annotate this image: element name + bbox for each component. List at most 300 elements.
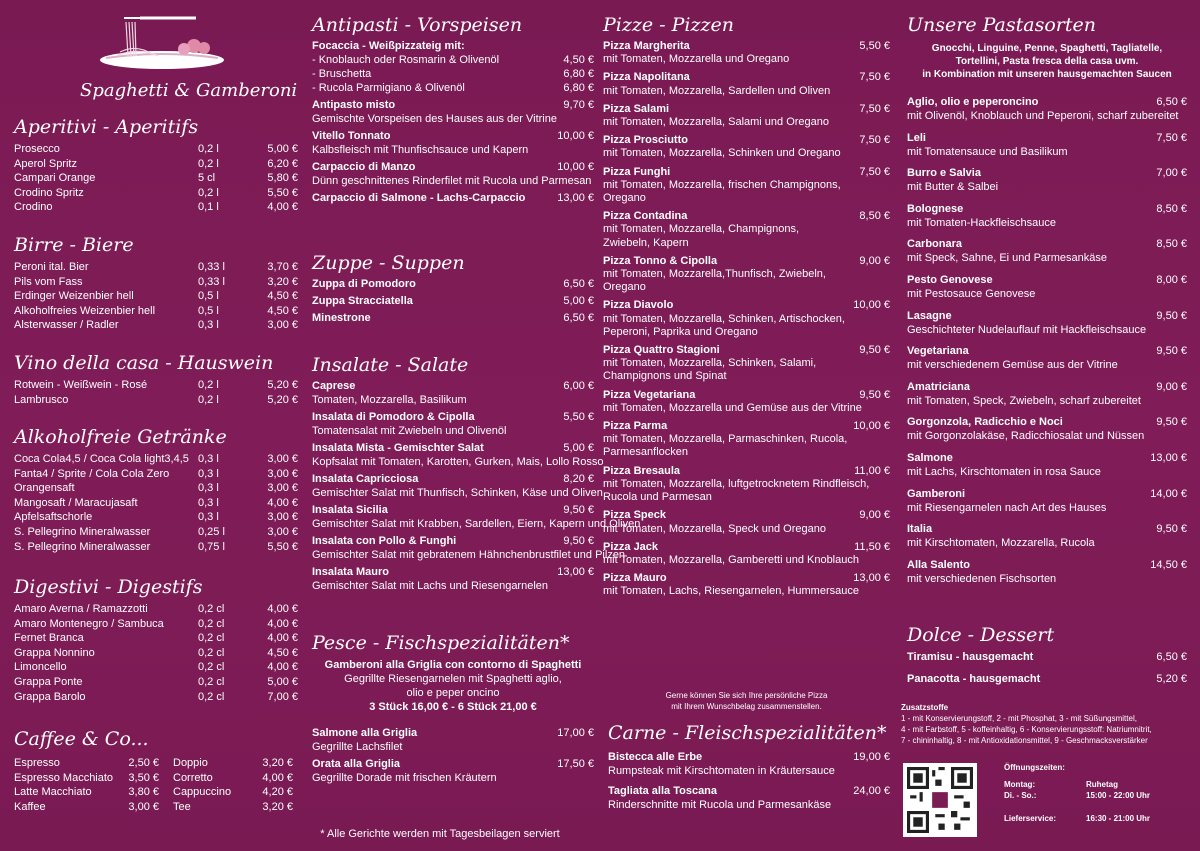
hours-value: 16:30 - 21:00 Uhr <box>1086 814 1151 823</box>
item-title <box>312 503 594 517</box>
menu-row <box>14 452 298 467</box>
item-price <box>534 39 594 53</box>
item-price: 19,00 € <box>853 751 890 763</box>
item-price: 4,00 € <box>267 496 298 509</box>
intro-line: Gnocchi, Linguine, Penne, Spaghetti, Tagliatelle, <box>931 43 1163 54</box>
pasta-intro <box>907 42 1187 81</box>
menu-item <box>603 255 890 295</box>
item-name: Tagliata alla Toscana <box>608 785 718 797</box>
item-price: 3,00 € <box>267 319 298 332</box>
menu-item <box>603 103 890 129</box>
menu-row <box>14 481 298 496</box>
item-title <box>907 415 1187 429</box>
item-name: Limoncello <box>14 661 67 674</box>
menu-item <box>907 451 1187 479</box>
menu-item <box>603 572 890 598</box>
item-description: Rucola und Parmesan <box>603 491 712 504</box>
item-list <box>312 39 594 205</box>
item-name: Alkoholfreies Weizenbier hell <box>14 304 156 317</box>
opening-hours <box>1004 762 1187 824</box>
item-title <box>312 160 594 174</box>
menu-item <box>603 210 890 250</box>
item-price: 5,20 € <box>267 393 298 406</box>
fish-section <box>312 632 594 788</box>
item-description: mit Tomaten, Mozzarella, Schinken, Salami, <box>603 357 817 370</box>
item-size: 0,5 l <box>198 290 219 303</box>
item-name: Lasagne <box>907 309 952 322</box>
item-description: mit Pestosauce Genovese <box>907 287 1036 300</box>
item-name: Grappa Nonnino <box>14 646 95 659</box>
caffe-col <box>173 756 293 814</box>
item-size: 0,2 l <box>198 379 219 391</box>
item-title <box>603 389 890 402</box>
item-price: 6,80 € <box>563 68 594 80</box>
item-price: 9,50 € <box>1156 309 1187 322</box>
item-size: 0,5 l <box>198 304 219 317</box>
menu-row <box>14 378 298 393</box>
item-name: Alsterwasser / Radler <box>14 319 119 332</box>
menu-item <box>312 294 594 308</box>
item-name: Aperol Spritz <box>14 157 77 170</box>
menu-item <box>907 273 1187 301</box>
item-name: Amaro Montenegro / Sambuca <box>14 617 164 630</box>
item-name: Rotwein - Weißwein - Rosé <box>14 379 148 391</box>
item-description: mit verschiedenem Gemüse aus der Vitrine <box>907 359 1118 372</box>
item-description: Oregano <box>603 281 646 294</box>
item-price: 7,50 € <box>859 165 890 178</box>
item-title <box>603 103 890 116</box>
item-price: 5,00 € <box>563 295 594 307</box>
item-title <box>312 726 594 740</box>
item-name: Panacotta - hausgemacht <box>907 673 1041 685</box>
item-price: 5,00 € <box>267 675 298 688</box>
item-price: 13,00 € <box>557 192 594 204</box>
menu-row <box>14 304 298 319</box>
item-price: 3,80 € <box>128 786 159 799</box>
menu-item <box>603 71 890 97</box>
menu-row <box>14 660 298 675</box>
item-size: 0,2 l <box>198 143 219 155</box>
item-size: 0,2 cl <box>198 646 225 659</box>
item-price: 4,00 € <box>267 661 298 674</box>
item-name: Erdinger Weizenbier hell <box>14 290 134 303</box>
item-name: Fernet Branca <box>14 632 84 645</box>
item-title <box>603 255 890 268</box>
item-size: 0,1 l <box>198 201 219 214</box>
item-description: mit Olivenöl, Knoblauch und Peperoni, scharf zubereitet <box>907 110 1179 122</box>
drink-list <box>14 452 298 554</box>
item-description: Tomatensalat mit Zwiebeln und Olivenöl <box>312 425 507 437</box>
menu-row <box>14 318 298 333</box>
item-list <box>907 650 1187 686</box>
menu-row <box>173 756 293 771</box>
item-description: Rinderschnitte mit Rucola und Parmesankäse <box>608 799 832 811</box>
item-price: 3,00 € <box>267 482 298 495</box>
menu-row <box>14 617 298 632</box>
footer-note: * Alle Gerichte werden mit Tagesbeilagen serviert <box>320 828 560 840</box>
item-price: 6,50 € <box>563 278 594 290</box>
item-title <box>907 650 1187 664</box>
menu-item <box>603 134 890 160</box>
item-size: 0,2 cl <box>198 690 225 703</box>
item-name: Corretto <box>173 771 213 784</box>
item-size: 0,2 l <box>198 157 219 170</box>
item-description: mit Tomaten, Mozzarella, frischen Champignons, <box>603 178 841 191</box>
item-description: mit Tomaten, Mozzarella,Thunfisch, Zwiebeln, <box>603 268 826 281</box>
item-price: 13,00 € <box>557 566 594 578</box>
item-name: Zuppa Stracciatella <box>312 295 413 307</box>
item-size: 5 cl <box>198 172 216 185</box>
menu-row <box>14 260 298 275</box>
hours-row <box>1004 813 1187 824</box>
item-name: Pizza Salami <box>603 102 670 115</box>
item-price: 3,20 € <box>267 275 298 288</box>
item-name: Italia <box>907 523 933 536</box>
item-title <box>312 410 594 424</box>
hours-row <box>1004 779 1187 790</box>
item-name: Espresso Macchiato <box>14 771 114 784</box>
item-price: 3,00 € <box>267 511 298 524</box>
item-description: mit Speck, Sahne, Ei und Parmesankäse <box>907 252 1107 265</box>
item-name: Pizza Speck <box>603 509 666 522</box>
item-price: 7,50 € <box>859 102 890 115</box>
menu-row <box>14 771 159 786</box>
feature-description: olio e peper oncino <box>406 687 500 699</box>
item-name: Pizza Bresaula <box>603 464 681 477</box>
item-price: 10,00 € <box>557 130 594 142</box>
item-name: Tiramisu - hausgemacht <box>907 651 1034 663</box>
sub-item <box>312 67 594 81</box>
item-name: Insalata Mauro <box>312 566 390 578</box>
item-name: Pizza Diavolo <box>603 299 674 312</box>
item-title <box>603 134 890 147</box>
item-name: Grappa Barolo <box>14 690 86 703</box>
item-price: 3,70 € <box>267 261 298 273</box>
note-line: Gerne können Sie sich Ihre persönliche Pizza <box>665 691 828 700</box>
item-price: 5,00 € <box>267 143 298 155</box>
menu-item <box>907 237 1187 265</box>
hours-label: Di. - So.: <box>1004 791 1037 800</box>
menu-item <box>907 650 1187 664</box>
item-description: Gemischter Salat mit Thunfisch, Schinken, Käse und Oliven <box>312 487 603 499</box>
menu-item <box>312 757 594 785</box>
pasta-section <box>907 14 1187 593</box>
item-description: Dünn geschnittenes Rinderfilet mit Rucola und Parmesan <box>312 175 592 187</box>
food-section <box>312 252 594 328</box>
drinks-column <box>14 0 298 851</box>
item-price: 13,00 € <box>1150 451 1187 464</box>
item-description: mit Tomaten, Mozzarella, Parmaschinken, Rucola, <box>603 433 848 446</box>
item-description: mit Tomaten, Mozzarella, Sardellen und Oliven <box>603 84 831 97</box>
menu-item <box>312 277 594 291</box>
item-title <box>603 299 890 312</box>
item-title <box>312 277 594 291</box>
menu-row <box>14 540 298 555</box>
item-description: mit Tomaten, Mozzarella, luftgetrocknetem Rindfleisch, <box>603 477 870 490</box>
menu-item <box>907 131 1187 159</box>
drink-list <box>14 260 298 333</box>
additives-line: 4 - mit Farbstoff, 5 - koffeinhaltig, 6 - Konservierungsstoff: Natriumnitrit, <box>901 725 1152 734</box>
menu-item <box>603 509 890 535</box>
item-title <box>312 39 594 53</box>
meat-section <box>608 722 890 818</box>
item-price: 5,20 € <box>267 379 298 391</box>
item-description: mit Riesengarnelen nach Art des Hauses <box>907 501 1107 514</box>
additives-line: 7 - chininhaltig, 8 - mit Antioxidationsmittel, 9 - Geschmacksverstärker <box>901 736 1148 745</box>
item-price: 9,50 € <box>1156 523 1187 536</box>
item-list <box>907 95 1187 586</box>
item-price: 4,00 € <box>267 632 298 645</box>
item-name: Salmone <box>907 451 953 464</box>
item-description: mit Butter & Salbei <box>907 181 999 194</box>
menu-item <box>907 487 1187 515</box>
item-name: Fanta4 / Sprite / Cola Cola Zero <box>14 467 170 480</box>
item-name: - Bruschetta <box>312 68 372 80</box>
item-price: 6,20 € <box>267 157 298 170</box>
item-price: 8,50 € <box>1156 238 1187 251</box>
item-name: Pizza Vegetariana <box>603 388 696 401</box>
menu-row <box>14 289 298 304</box>
item-price: 14,50 € <box>1150 558 1187 571</box>
menu-row <box>14 157 298 172</box>
item-price: 8,00 € <box>1156 273 1187 286</box>
menu-item <box>603 420 890 460</box>
item-title <box>312 757 594 771</box>
hours-label: Lieferservice: <box>1004 814 1057 823</box>
item-name: Pizza Funghi <box>603 165 671 178</box>
item-size: 0,3 l <box>198 496 219 509</box>
menu-row <box>173 771 293 786</box>
menu-item <box>603 299 890 339</box>
item-description: mit Lachs, Kirschtomaten in rosa Sauce <box>907 465 1101 478</box>
menu-row <box>14 393 298 408</box>
section-title: Insalate - Salate <box>312 354 469 376</box>
item-title <box>603 40 890 53</box>
section-title: Unsere Pastasorten <box>907 14 1096 36</box>
item-size: 0,2 cl <box>198 661 225 674</box>
item-name: Pizza Mauro <box>603 572 667 585</box>
menu-item <box>907 309 1187 337</box>
item-price: 5,50 € <box>859 40 890 52</box>
item-name: Gamberoni <box>907 487 966 500</box>
item-price: 9,00 € <box>1156 380 1187 393</box>
item-list <box>312 726 594 785</box>
item-name: Amaro Averna / Ramazzotti <box>14 603 148 615</box>
item-price: 6,00 € <box>563 380 594 392</box>
section-title: Aperitivi - Aperitifs <box>14 116 199 138</box>
item-name: Mangosaft / Maracujasaft <box>14 496 138 509</box>
menu-item <box>312 379 594 407</box>
item-name: Leli <box>907 131 926 144</box>
item-price: 7,00 € <box>267 690 298 703</box>
menu-row <box>14 675 298 690</box>
menu-row <box>14 186 298 201</box>
menu-item <box>907 344 1187 372</box>
item-title <box>312 379 594 393</box>
item-description: mit Tomaten, Mozzarella, Salami und Oregano <box>603 116 830 129</box>
item-name: Pesto Genovese <box>907 273 993 286</box>
item-description: Gemischte Vorspeisen des Hauses aus der Vitrine <box>312 113 557 125</box>
drink-section <box>14 576 298 704</box>
item-price: 4,50 € <box>267 290 298 303</box>
item-name: Carbonara <box>907 238 963 251</box>
item-price: 3,00 € <box>267 453 298 465</box>
item-description: mit Tomaten, Mozzarella und Oregano <box>603 53 790 66</box>
item-name: Zuppa di Pomodoro <box>312 278 416 290</box>
item-size: 0,25 l <box>198 525 225 538</box>
item-price: 5,50 € <box>267 540 298 553</box>
qr-code[interactable] <box>903 763 977 837</box>
item-title <box>907 451 1187 465</box>
sub-item <box>312 53 594 67</box>
item-price: 9,70 € <box>563 99 594 111</box>
menu-item <box>603 465 890 505</box>
hours-label: Montag: <box>1004 780 1036 789</box>
sub-item <box>312 81 594 95</box>
item-description: Gemischter Salat mit Krabben, Sardellen, Eiern, Kapern und Oliven <box>312 518 641 530</box>
item-name: Prosecco <box>14 143 60 155</box>
menu-item <box>608 750 890 778</box>
section-title: Zuppe - Suppen <box>312 252 465 274</box>
item-name: Pizza Napolitana <box>603 71 690 84</box>
section-title: Pizze - Pizzen <box>603 14 734 36</box>
item-size: 0,75 l <box>198 540 225 553</box>
item-title <box>603 509 890 522</box>
item-title <box>907 166 1187 180</box>
item-title <box>907 273 1187 287</box>
item-price: 9,50 € <box>1156 345 1187 358</box>
menu-item <box>312 39 594 95</box>
item-price: 4,00 € <box>262 771 293 784</box>
item-description: mit Tomaten, Mozzarella, Schinken und Oregano <box>603 147 841 160</box>
item-price: 9,50 € <box>563 504 594 516</box>
pizza-note <box>603 690 890 712</box>
drink-section <box>14 116 298 215</box>
menu-row <box>14 496 298 511</box>
item-price: 8,50 € <box>859 210 890 223</box>
item-price: 9,00 € <box>859 509 890 522</box>
item-price: 10,00 € <box>853 299 890 312</box>
item-name: Apfelsaftschorle <box>14 511 93 524</box>
item-name: Focaccia - Weißpizzateig mit: <box>312 40 465 52</box>
item-name: Caprese <box>312 380 356 392</box>
menu-item <box>608 784 890 812</box>
item-description: Kopfsalat mit Tomaten, Karotten, Gurken, Mais, Lollo Rosso <box>312 456 604 468</box>
item-price: 17,00 € <box>557 727 594 739</box>
item-name: Antipasto misto <box>312 99 396 111</box>
item-title <box>603 166 890 179</box>
item-title <box>312 129 594 143</box>
item-price: 10,00 € <box>557 161 594 173</box>
section-title: Dolce - Dessert <box>907 624 1055 646</box>
item-title <box>907 309 1187 323</box>
menu-row <box>173 800 293 815</box>
menu-item <box>603 40 890 66</box>
menu-item <box>907 672 1187 686</box>
item-description: Geschichteter Nudelauflauf mit Hackfleischsauce <box>907 323 1147 336</box>
item-name: Tee <box>173 800 191 813</box>
item-name: Latte Macchiato <box>14 786 92 799</box>
item-price: 11,50 € <box>854 540 890 553</box>
item-price: 3,20 € <box>262 757 293 769</box>
menu-row <box>14 646 298 661</box>
item-name: Peroni ital. Bier <box>14 261 89 273</box>
item-description: mit Gorgonzolakäse, Radicchiosalat und Nüssen <box>907 430 1145 443</box>
pasta-column <box>901 0 1187 851</box>
item-title <box>312 294 594 308</box>
drink-list <box>14 142 298 215</box>
item-size: 0,3 l <box>198 467 219 480</box>
item-name: Pizza Contadina <box>603 210 688 223</box>
item-title <box>907 237 1187 251</box>
item-price: 7,50 € <box>1156 131 1187 144</box>
item-size: 0,2 l <box>198 186 219 199</box>
item-price: 5,00 € <box>563 442 594 454</box>
item-description: Zwiebeln, Kapern <box>603 236 689 249</box>
section-title: Pesce - Fischspezialitäten* <box>312 632 570 654</box>
menu-item <box>907 202 1187 230</box>
item-title <box>312 534 594 548</box>
item-name: - Rucola Parmigiano & Olivenöl <box>312 82 465 94</box>
item-price: 5,80 € <box>267 172 298 185</box>
item-description: Tomaten, Mozzarella, Basilikum <box>312 394 467 406</box>
menu-row <box>14 510 298 525</box>
item-name: Carpaccio di Manzo <box>312 161 416 173</box>
item-description: mit Kirschtomaten, Mozzarella, Rucola <box>907 537 1095 550</box>
item-name: Alla Salento <box>907 558 970 571</box>
hours-title: Öffnungszeiten: <box>1004 763 1065 772</box>
menu-row <box>14 631 298 646</box>
caffe-grid <box>14 756 298 814</box>
item-name: Insalata di Pomodoro & Cipolla <box>312 411 475 423</box>
item-price: 17,50 € <box>557 758 594 770</box>
item-name: Pizza Quattro Stagioni <box>603 344 720 357</box>
item-price: 24,00 € <box>853 785 890 797</box>
menu-item <box>603 389 890 415</box>
item-price: 4,20 € <box>262 786 293 799</box>
item-name: Vegetariana <box>907 345 969 358</box>
feature-price: 3 Stück 16,00 € - 6 Stück 21,00 € <box>369 701 537 713</box>
qr-code-icon <box>907 767 973 833</box>
item-title <box>312 191 594 205</box>
menu-item <box>312 534 626 562</box>
item-price: 3,00 € <box>128 800 159 813</box>
item-name: Grappa Ponte <box>14 675 83 688</box>
item-size: 0,33 l <box>198 261 225 273</box>
item-price: 10,00 € <box>853 420 890 433</box>
item-title <box>312 565 594 579</box>
menu-item <box>312 410 594 438</box>
item-title <box>907 202 1187 216</box>
item-name: Pils vom Fass <box>14 275 83 288</box>
section-title: Digestivi - Digestifs <box>14 576 203 598</box>
drink-list <box>14 602 298 704</box>
item-description: mit Tomaten, Speck, Zwiebeln, scharf zubereitet <box>907 394 1141 407</box>
section-title: Caffee & Co... <box>14 728 149 750</box>
note-line: mit Ihrem Wunschbelag zusammenstellen. <box>671 702 822 711</box>
item-title <box>603 344 890 357</box>
item-name: Orangensaft <box>14 482 75 495</box>
food-section <box>312 14 594 208</box>
item-name: S. Pellegrino Mineralwasser <box>14 525 151 538</box>
hours-row <box>1004 790 1187 801</box>
item-title <box>907 95 1187 109</box>
section-title: Carne - Fleischspezialitäten* <box>608 722 887 744</box>
item-description: Parmesanflocken <box>603 446 688 459</box>
item-title <box>312 98 594 112</box>
item-name: Crodino Spritz <box>14 186 84 199</box>
menu-item <box>312 191 594 205</box>
